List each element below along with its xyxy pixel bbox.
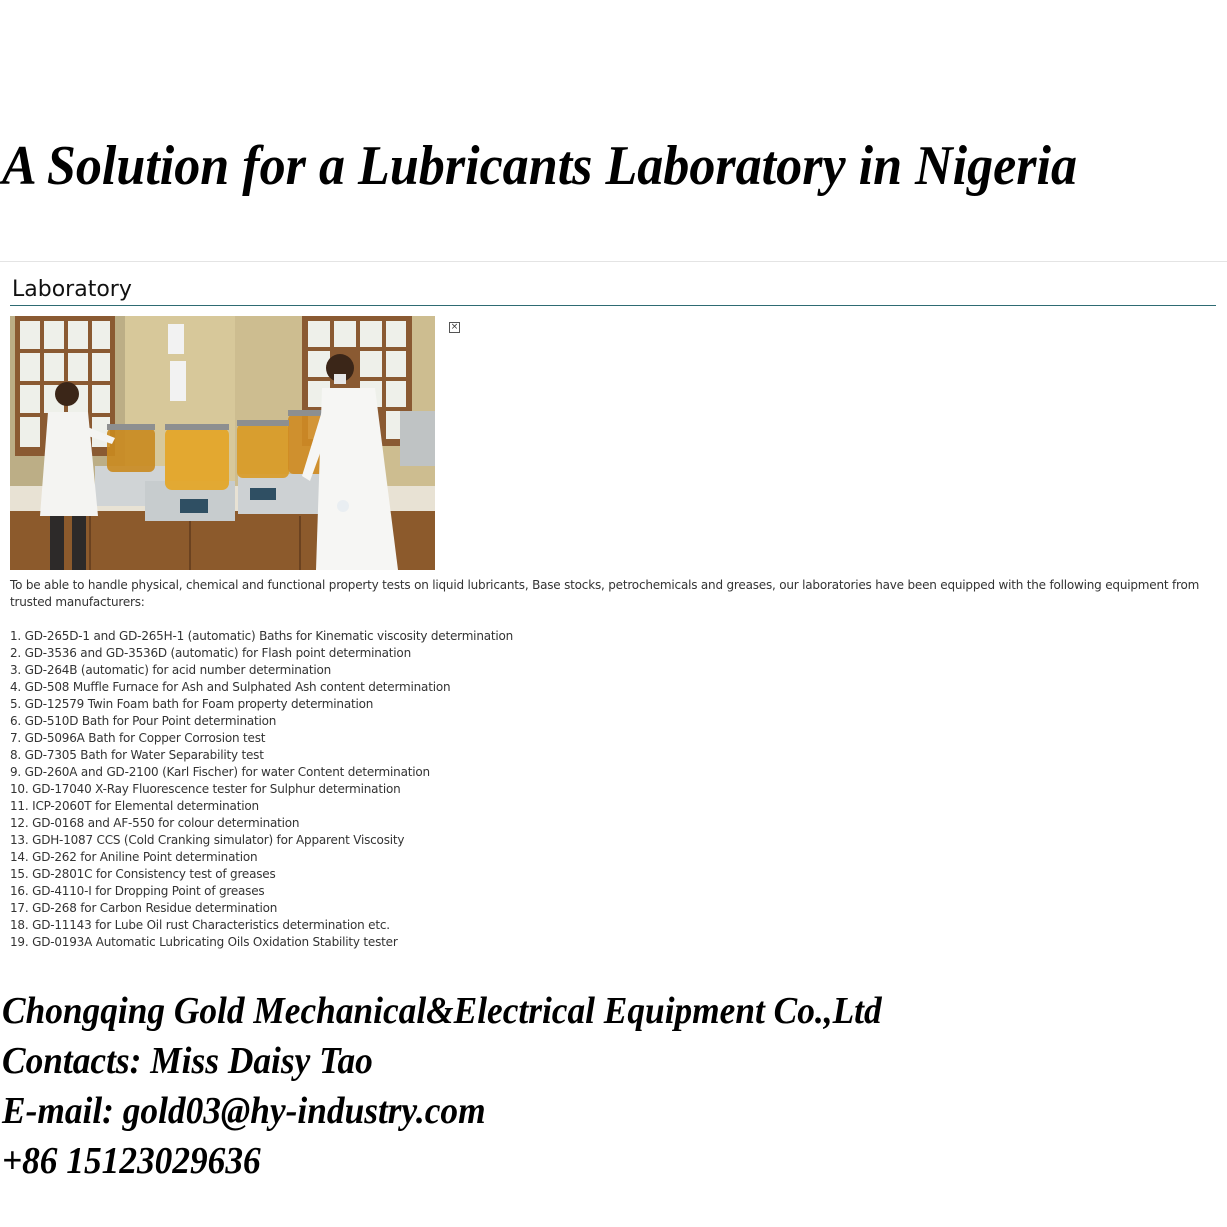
list-item: 13. GDH-1087 CCS (Cold Cranking simulator) for Apparent Viscosity	[10, 833, 405, 847]
list-item: 4. GD-508 Muffle Furnace for Ash and Sulphated Ash content determination	[10, 680, 451, 694]
list-item: 9. GD-260A and GD-2100 (Karl Fischer) for water Content determination	[10, 765, 430, 779]
equipment-list	[10, 628, 513, 951]
list-item: 7. GD-5096A Bath for Copper Corrosion test	[10, 731, 266, 745]
contact-block	[2, 986, 882, 1186]
list-item: 18. GD-11143 for Lube Oil rust Characteristics determination etc.	[10, 918, 390, 932]
contact-email: E-mail: gold03@hy-industry.com	[2, 1090, 486, 1132]
list-item: 10. GD-17040 X-Ray Fluorescence tester for Sulphur determination	[10, 782, 401, 796]
list-item: 5. GD-12579 Twin Foam bath for Foam property determination	[10, 697, 374, 711]
company-name: Chongqing Gold Mechanical&Electrical Equipment Co.,Ltd	[2, 990, 882, 1032]
contact-phone: +86 15123029636	[2, 1140, 261, 1182]
list-item: 8. GD-7305 Bath for Water Separability test	[10, 748, 264, 762]
intro-paragraph: To be able to handle physical, chemical and functional property tests on liquid lubricants, Base stocks, petrochemicals and greases, our laboratories have been equipped with the following equipment from trusted manufacturers:	[10, 578, 1200, 609]
top-divider	[0, 261, 1227, 262]
list-item: 12. GD-0168 and AF-550 for colour determination	[10, 816, 300, 830]
list-item: 1. GD-265D-1 and GD-265H-1 (automatic) Baths for Kinematic viscosity determination	[10, 629, 514, 643]
list-item: 19. GD-0193A Automatic Lubricating Oils Oxidation Stability tester	[10, 935, 398, 949]
list-item: 6. GD-510D Bath for Pour Point determination	[10, 714, 277, 728]
contact-person: Contacts: Miss Daisy Tao	[2, 1040, 373, 1082]
broken-image-icon: ×	[450, 322, 459, 332]
section-heading: Laboratory	[12, 277, 132, 302]
section-rule	[10, 305, 1216, 306]
list-item: 17. GD-268 for Carbon Residue determination	[10, 901, 278, 915]
laboratory-photo	[10, 316, 435, 570]
list-item: 15. GD-2801C for Consistency test of greases	[10, 867, 276, 881]
list-item: 2. GD-3536 and GD-3536D (automatic) for Flash point determination	[10, 646, 411, 660]
list-item: 16. GD-4110-I for Dropping Point of greases	[10, 884, 265, 898]
list-item: 3. GD-264B (automatic) for acid number determination	[10, 663, 332, 677]
list-item: 14. GD-262 for Aniline Point determination	[10, 850, 258, 864]
list-item: 11. ICP-2060T for Elemental determination	[10, 799, 259, 813]
page-title: A Solution for a Lubricants Laboratory in Nigeria	[2, 135, 1078, 197]
